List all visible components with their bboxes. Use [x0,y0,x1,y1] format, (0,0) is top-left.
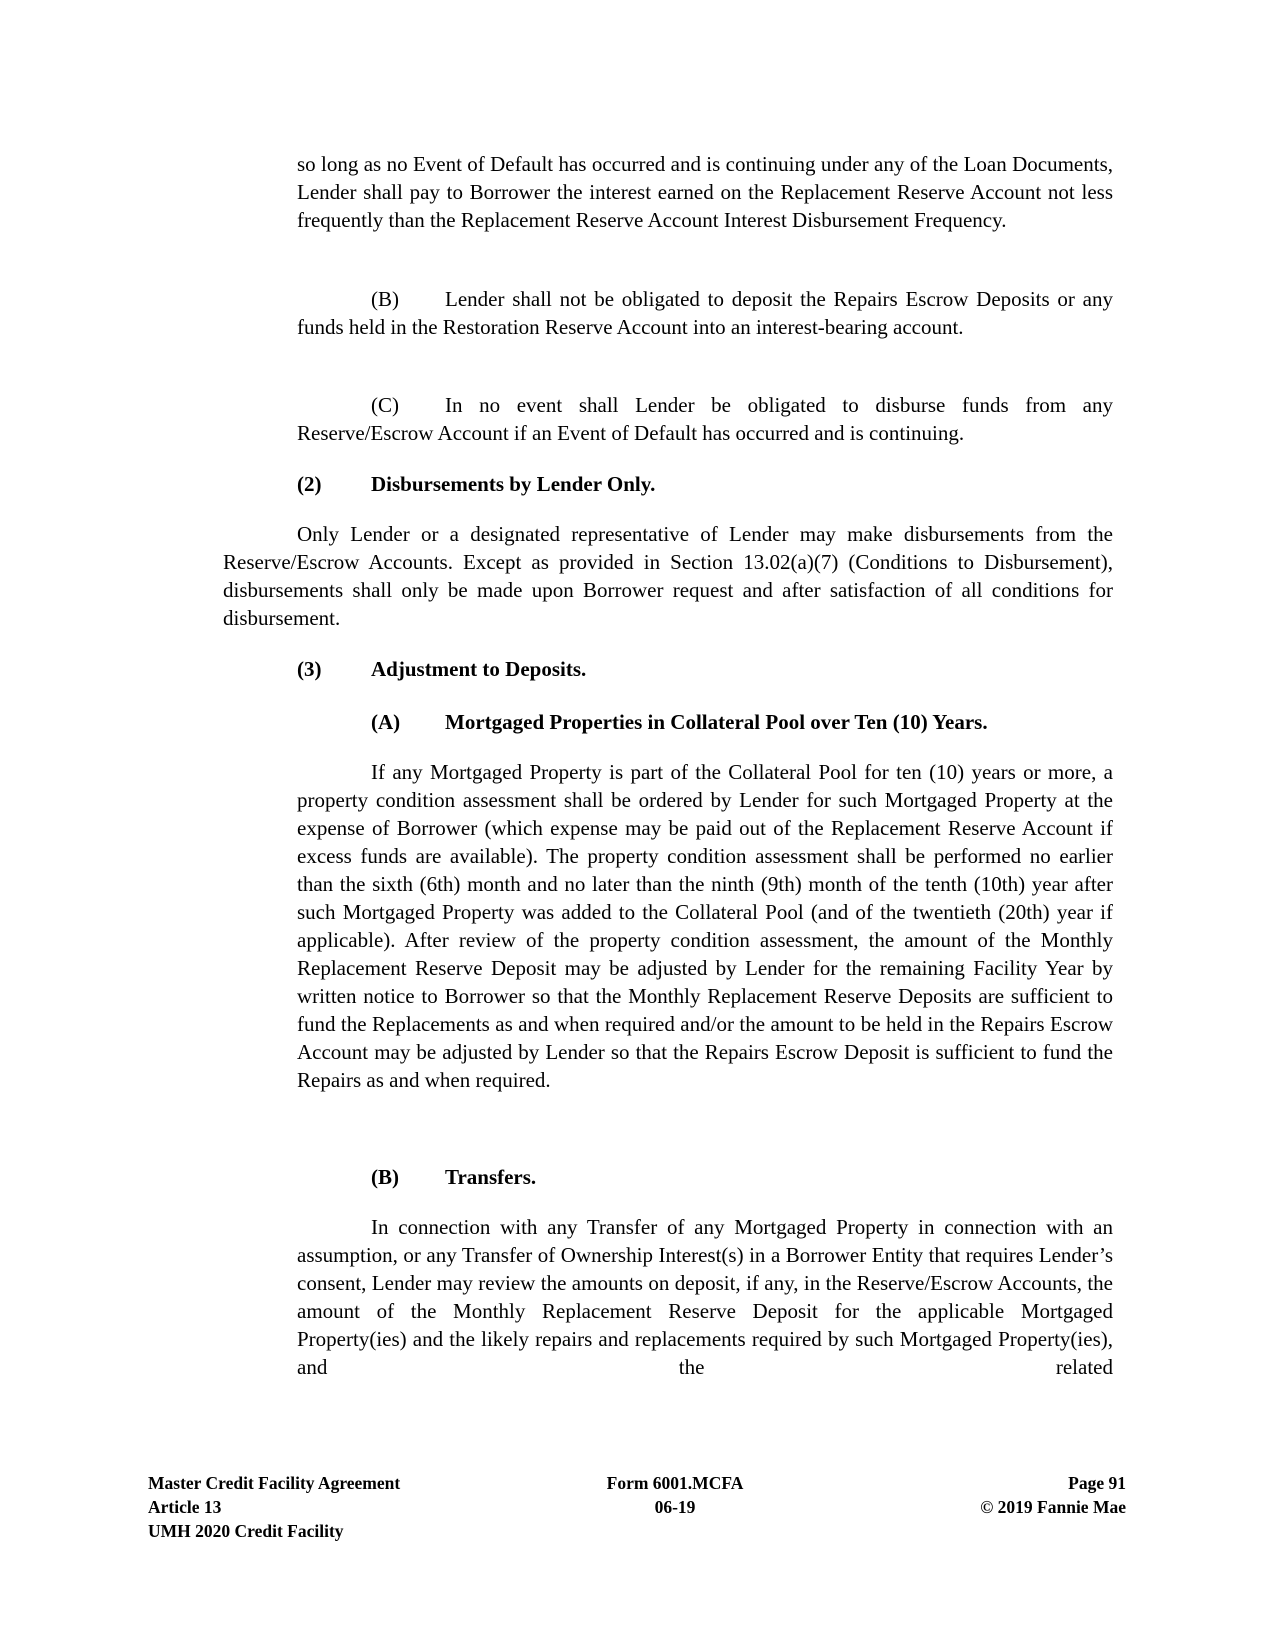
continuation-paragraph: so long as no Event of Default has occurred and is continuing under any of the Loan Documents, Lender shall pay to Borrower the interest earned on the Replacement Reserve Account not less frequently than the Replacement Reserve Account Interest Disbursement Frequency. [297,152,1113,232]
subsection-a-title: Mortgaged Properties in Collateral Pool over Ten (10) Years. [445,710,988,734]
item-b-text: Lender shall not be obligated to deposit the Repairs Escrow Deposits or any funds held in the Restoration Reserve Account into an interest-bearing account. [297,287,1113,339]
subsection-b-heading [371,1163,1113,1191]
subsection-a-heading [371,708,1113,736]
subsection-a-number: (A) [371,710,401,734]
footer-facility-name: UMH 2020 Credit Facility [148,1521,344,1541]
footer-agreement-title: Master Credit Facility Agreement [148,1473,401,1493]
section-2-heading [297,470,1113,498]
subsection-b-title: Transfers. [445,1165,537,1189]
item-c-label: (C) [371,393,399,417]
section-3-title: Adjustment to Deposits. [371,657,587,681]
footer-form-date: 06-19 [654,1497,696,1517]
item-c-paragraph [297,391,1113,447]
section-2-title: Disbursements by Lender Only. [371,472,656,496]
footer-center [575,1471,775,1519]
section-2-paragraph: Only Lender or a designated representative of Lender may make disbursements from the Reserve/Escrow Accounts. Except as provided in Section 13.02(a)(7) (Conditions to Disbursement), disbursements shall only be made upon Borrower request and after satisfaction of all conditions for disbursement. [223,522,1113,630]
subsection-a-paragraph: If any Mortgaged Property is part of the Collateral Pool for ten (10) years or more, a property condition assessment shall be ordered by Lender for such Mortgaged Property at the expense of Borrower (which expense may be paid out of the Replacement Reserve Account if excess funds are available). The property condition assessment shall be performed no earlier than the sixth (6th) month and no later than the ninth (9th) month of the tenth (10th) year after such Mortgaged Property was added to the Collateral Pool (and of the twentieth (20th) year if applicable). After review of the property condition assessment, the amount of the Monthly Replacement Reserve Deposit may be adjusted by Lender for the remaining Facility Year by written notice to Borrower so that the Monthly Replacement Reserve Deposits are sufficient to fund the Replacements as and when required and/or the amount to be held in the Repairs Escrow Account may be adjusted by Lender so that the Repairs Escrow Deposit is sufficient to fund the Repairs as and when required. [297,760,1113,1092]
subsection-b-paragraph: In connection with any Transfer of any Mortgaged Property in connection with an assumption, or any Transfer of Ownership Interest(s) in a Borrower Entity that requires Lender’s consent, Lender may review the amounts on deposit, if any, in the Reserve/Escrow Accounts, the amount of the Monthly Replacement Reserve Deposit for the applicable Mortgaged Property(ies) and the likely repairs and replacements required by such Mortgaged Property(ies), and the related [297,1215,1113,1379]
item-b-label: (B) [371,287,399,311]
footer-copyright: © 2019 Fannie Mae [980,1497,1126,1517]
footer-page-number: Page 91 [1068,1473,1126,1493]
section-3-heading [297,655,1113,683]
footer-article: Article 13 [148,1497,222,1517]
section-2-number: (2) [297,472,322,496]
item-b-paragraph [297,285,1113,341]
footer-form-number: Form 6001.MCFA [606,1473,744,1493]
section-3-number: (3) [297,657,322,681]
footer-right [900,1471,1126,1519]
item-c-text: In no event shall Lender be obligated to disburse funds from any Reserve/Escrow Account if an Event of Default has occurred and is continuing. [297,393,1113,445]
subsection-b-number: (B) [371,1165,399,1189]
footer-left [148,1471,400,1543]
